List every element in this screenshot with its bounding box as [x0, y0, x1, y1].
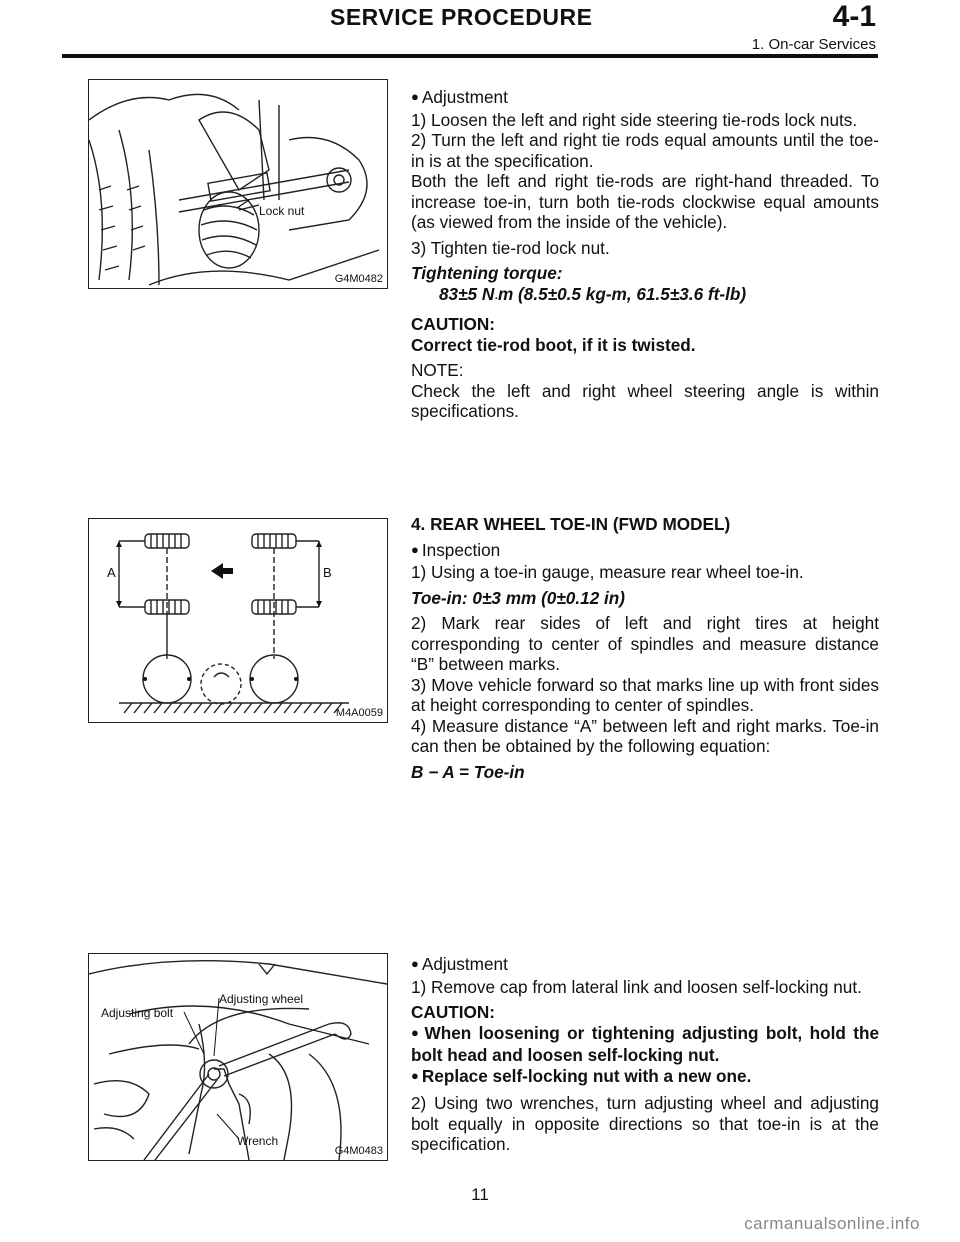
bullet-icon: ● — [411, 1067, 419, 1083]
torque-value-dot: · — [494, 292, 498, 305]
figure-id: G4M0483 — [334, 1145, 383, 1157]
figure-id: G4M0482 — [334, 273, 383, 285]
torque-value-part-b: m (8.5±0.5 kg-m, 61.5±3.6 ft-lb) — [497, 283, 747, 304]
caution-text: Correct tie-rod boot, if it is twisted. — [411, 334, 696, 355]
heading-inspection: Inspection — [421, 539, 501, 560]
step-1: 1) Using a toe-in gauge, measure rear wheel toe-in. — [411, 562, 804, 582]
figure-id: M4A0059 — [335, 707, 383, 719]
step-1: 1) Loosen the left and right side steering tie-rods lock nuts. — [411, 109, 858, 130]
toe-in-equation: B − A = Toe-in — [411, 761, 525, 782]
toe-in-spec: Toe-in: 0±3 mm (0±0.12 in) — [411, 587, 626, 608]
heading-adjustment: Adjustment — [421, 954, 508, 974]
step-1: 1) Remove cap from lateral link and loosen self-locking nut. — [411, 976, 862, 997]
figure-label-adjusting-bolt: Adjusting bolt — [101, 1006, 174, 1020]
section-subtitle: 1. On-car Services — [751, 36, 876, 53]
bullet-icon: ● — [411, 956, 419, 971]
page-title: SERVICE PROCEDURE — [330, 4, 593, 30]
step-3: 3) Tighten tie-rod lock nut. — [411, 237, 610, 258]
step-2: 2) Mark rear sides of left and right tires at height corresponding to center of spindles and measure distance “B” between marks. — [411, 613, 879, 674]
step-2: 2) Using two wrenches, turn adjusting wheel and adjusting bolt equally in opposite directions so that toe-in is at the specification. — [411, 1093, 879, 1154]
caution-label: CAUTION: — [411, 1002, 496, 1022]
adjustment-block-2 — [411, 954, 879, 1155]
threading-note: Both the left and right tie-rods are right-hand threaded. To increase toe-in, turn both tie-rods clockwise equal amounts (as viewed from the inside of the vehicle). — [411, 171, 879, 232]
caution-item-2: Replace self-locking nut with a new one. — [421, 1065, 752, 1086]
torque-label: Tightening torque: — [411, 263, 563, 283]
torque-value — [411, 284, 879, 310]
toe-in-illustration — [89, 519, 387, 722]
bullet-icon: ● — [411, 89, 419, 104]
figure-adjusting-bolt — [88, 953, 388, 1161]
figure-label-wrench: Wrench — [237, 1134, 279, 1148]
step-4: 4) Measure distance “A” between left and right marks. Toe-in can then be obtained by the following equation: — [411, 715, 879, 756]
figure-label-adjusting-wheel: Adjusting wheel — [219, 992, 304, 1006]
figure-toe-in-diagram — [88, 518, 388, 723]
adjustment-block-1 — [411, 87, 879, 422]
step-3: 3) Move vehicle forward so that marks line up with front sides at height corresponding to center of spindles. — [411, 674, 879, 715]
figure-label-lock-nut: Lock nut — [259, 204, 305, 218]
watermark: carmanualsonline.info — [744, 1214, 920, 1233]
adjusting-bolt-illustration — [89, 954, 387, 1160]
tie-rod-illustration — [89, 80, 387, 288]
figure-label-a: A — [107, 565, 116, 580]
heading-adjustment: Adjustment — [421, 87, 508, 107]
caution-label: CAUTION: — [411, 314, 496, 334]
note-text: Check the left and right wheel steering angle is within specifications. — [411, 380, 879, 421]
torque-value-part-a: 83±5 N — [439, 283, 495, 304]
rear-toe-in-block — [411, 514, 879, 782]
bullet-icon: ● — [411, 1024, 422, 1040]
figure-label-b: B — [323, 565, 332, 580]
step-2: 2) Turn the left and right tie rods equal amounts until the toe-in is at the specification. — [411, 130, 879, 171]
bullet-icon: ● — [411, 541, 419, 557]
page-number: 11 — [471, 1185, 489, 1204]
header-rule — [62, 54, 878, 58]
section-number: 4-1 — [832, 0, 876, 33]
section-heading: 4. REAR WHEEL TOE-IN (FWD MODEL) — [411, 514, 731, 534]
figure-tie-rod-lock-nut — [88, 79, 388, 289]
note-label: NOTE: — [411, 360, 464, 380]
caution-item-1: When loosening or tightening adjusting bolt, hold the bolt head and loosen self-locking nut. — [411, 1022, 879, 1065]
